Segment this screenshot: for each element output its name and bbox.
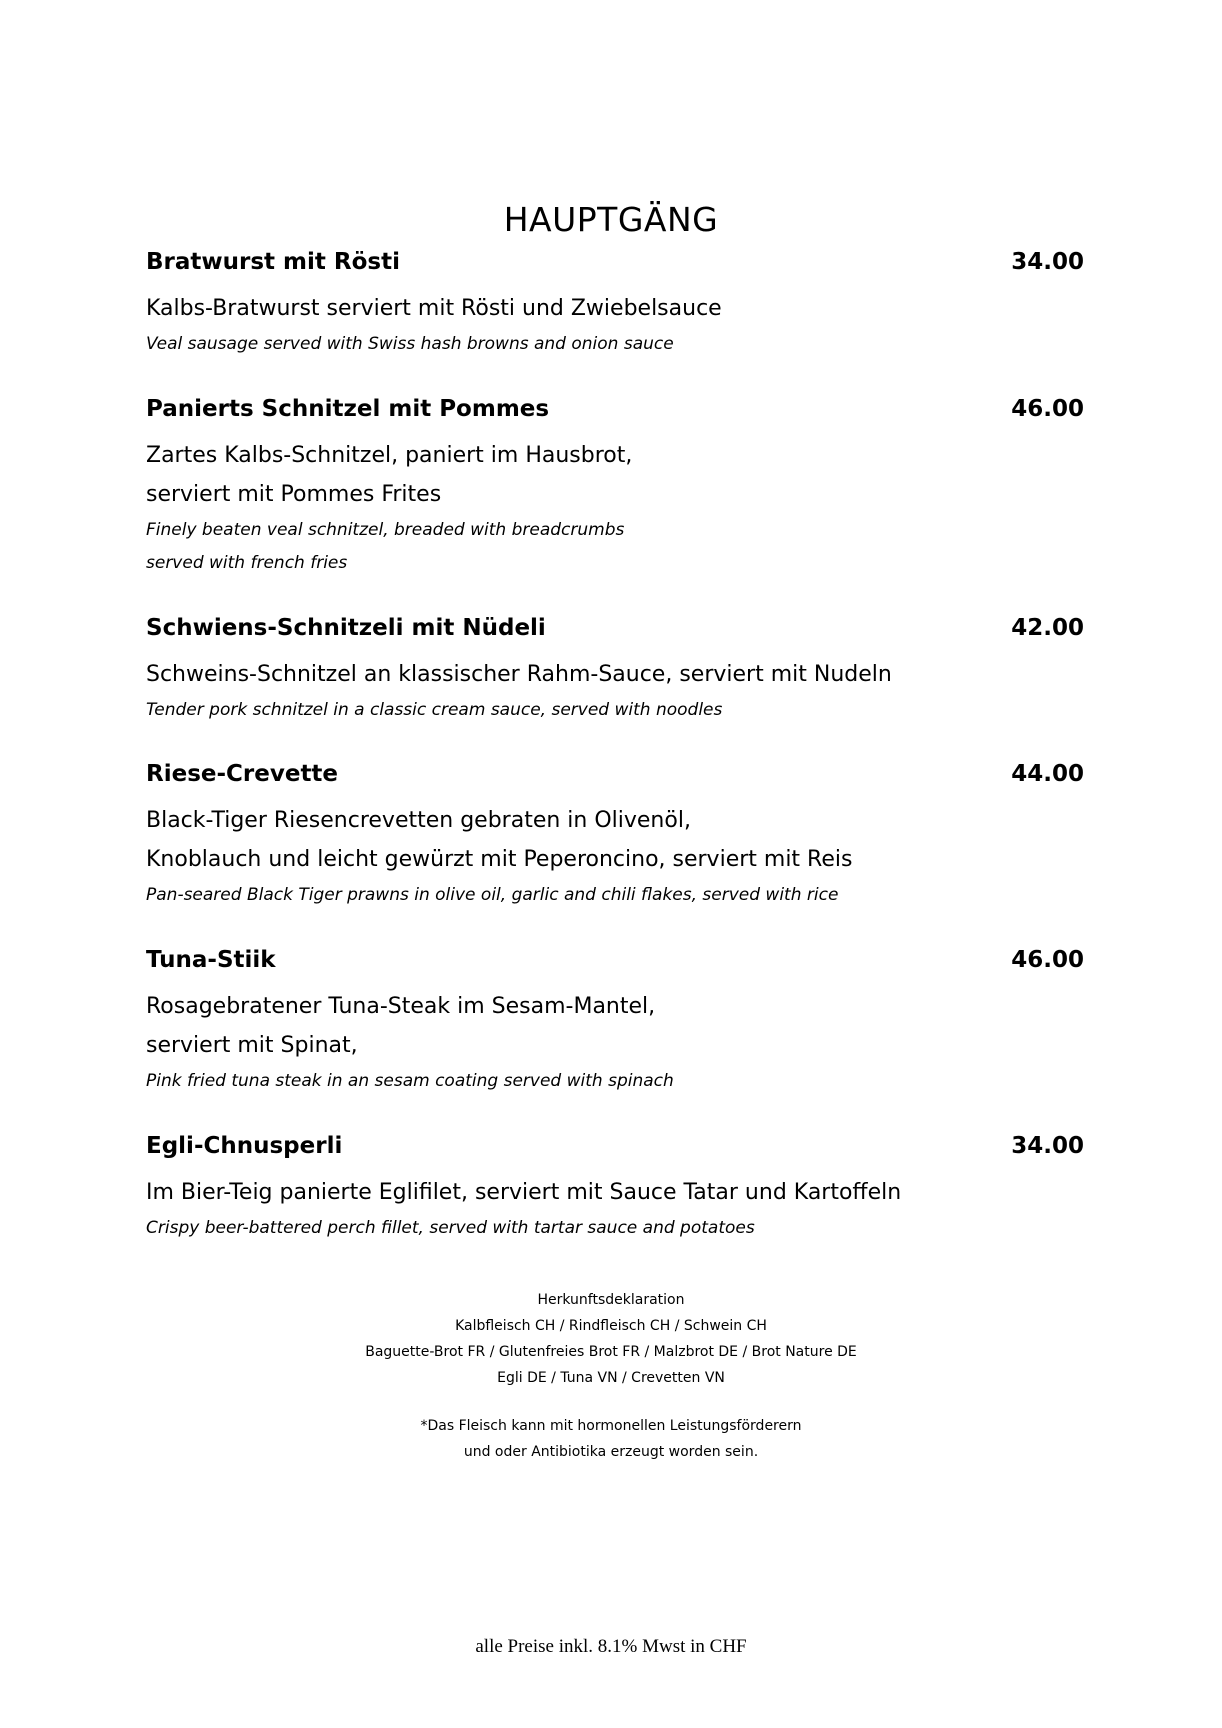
description-line: serviert mit Pommes Frites <box>146 482 442 507</box>
description-line: Black-Tiger Riesencrevetten gebraten in Olivenöl, <box>146 808 691 833</box>
origin-line: Egli DE / Tuna VN / Crevetten VN <box>497 1370 725 1386</box>
description-line: Crispy beer-battered perch fillet, served with tartar sauce and potatoes <box>146 1218 755 1238</box>
description-line: Finely beaten veal schnitzel, breaded with breadcrumbs <box>146 520 625 540</box>
description-english <box>146 694 1084 727</box>
description-line: Tender pork schnitzel in a classic cream sauce, served with noodles <box>146 700 723 720</box>
description-english <box>146 1212 1084 1245</box>
description-english <box>146 328 1084 361</box>
description-german <box>146 655 1084 694</box>
item-price: 44.00 <box>1011 761 1084 787</box>
menu-item <box>146 947 1084 1098</box>
item-name: Tuna-Stiik <box>146 947 276 973</box>
description-english <box>146 514 1084 580</box>
description-line: served with french fries <box>146 553 348 573</box>
description-line: Schweins-Schnitzel an klassischer Rahm-Sauce, serviert mit Nudeln <box>146 662 892 687</box>
description-english <box>146 879 1084 912</box>
menu-item <box>146 761 1084 912</box>
description-line: Im Bier-Teig panierte Eglifilet, serviert mit Sauce Tatar und Kartoffeln <box>146 1180 902 1205</box>
origin-declaration <box>0 1287 1222 1391</box>
description-german <box>146 801 1084 879</box>
description-line: Pink fried tuna steak in an sesam coating served with spinach <box>146 1071 674 1091</box>
item-price: 42.00 <box>1011 615 1084 641</box>
price-footer: alle Preise inkl. 8.1% Mwst in CHF <box>475 1636 747 1657</box>
origin-heading: Herkunftsdeklaration <box>537 1292 685 1308</box>
description-german <box>146 987 1084 1065</box>
description-line: Pan-seared Black Tiger prawns in olive oil, garlic and chili flakes, served with rice <box>146 885 839 905</box>
item-price: 34.00 <box>1011 1133 1084 1159</box>
item-name: Riese-Crevette <box>146 761 339 787</box>
item-header <box>146 1133 1084 1173</box>
item-header <box>146 761 1084 801</box>
description-german <box>146 436 1084 514</box>
item-price: 46.00 <box>1011 947 1084 973</box>
description-line: Kalbs-Bratwurst serviert mit Rösti und Zwiebelsauce <box>146 296 722 321</box>
item-price: 34.00 <box>1011 249 1084 275</box>
item-price: 46.00 <box>1011 396 1084 422</box>
description-line: serviert mit Spinat, <box>146 1033 358 1058</box>
menu-item <box>146 1133 1084 1245</box>
description-line: Zartes Kalbs-Schnitzel, paniert im Hausbrot, <box>146 443 633 468</box>
page-title: HAUPTGÄNG <box>503 200 719 239</box>
item-header <box>146 615 1084 655</box>
menu-item <box>146 396 1084 580</box>
description-line: Rosagebratener Tuna-Steak im Sesam-Mantel, <box>146 994 656 1019</box>
item-header <box>146 249 1084 289</box>
note-line: *Das Fleisch kann mit hormonellen Leistungsförderern <box>420 1418 802 1434</box>
description-english <box>146 1065 1084 1098</box>
item-name: Schwiens-Schnitzeli mit Nüdeli <box>146 615 546 641</box>
item-name: Egli-Chnusperli <box>146 1133 343 1159</box>
item-name: Panierts Schnitzel mit Pommes <box>146 396 550 422</box>
description-german <box>146 289 1084 328</box>
note-line: und oder Antibiotika erzeugt worden sein. <box>463 1444 759 1460</box>
description-line: Veal sausage served with Swiss hash browns and onion sauce <box>146 334 674 354</box>
menu-item <box>146 615 1084 727</box>
menu-item <box>146 249 1084 361</box>
description-german <box>146 1173 1084 1212</box>
description-line: Knoblauch und leicht gewürzt mit Peperoncino, serviert mit Reis <box>146 847 853 872</box>
item-header <box>146 947 1084 987</box>
origin-line: Kalbfleisch CH / Rindfleisch CH / Schwein CH <box>455 1318 767 1334</box>
item-header <box>146 396 1084 436</box>
item-name: Bratwurst mit Rösti <box>146 249 400 275</box>
origin-line: Baguette-Brot FR / Glutenfreies Brot FR / Malzbrot DE / Brot Nature DE <box>365 1344 857 1360</box>
meat-note <box>0 1413 1222 1465</box>
